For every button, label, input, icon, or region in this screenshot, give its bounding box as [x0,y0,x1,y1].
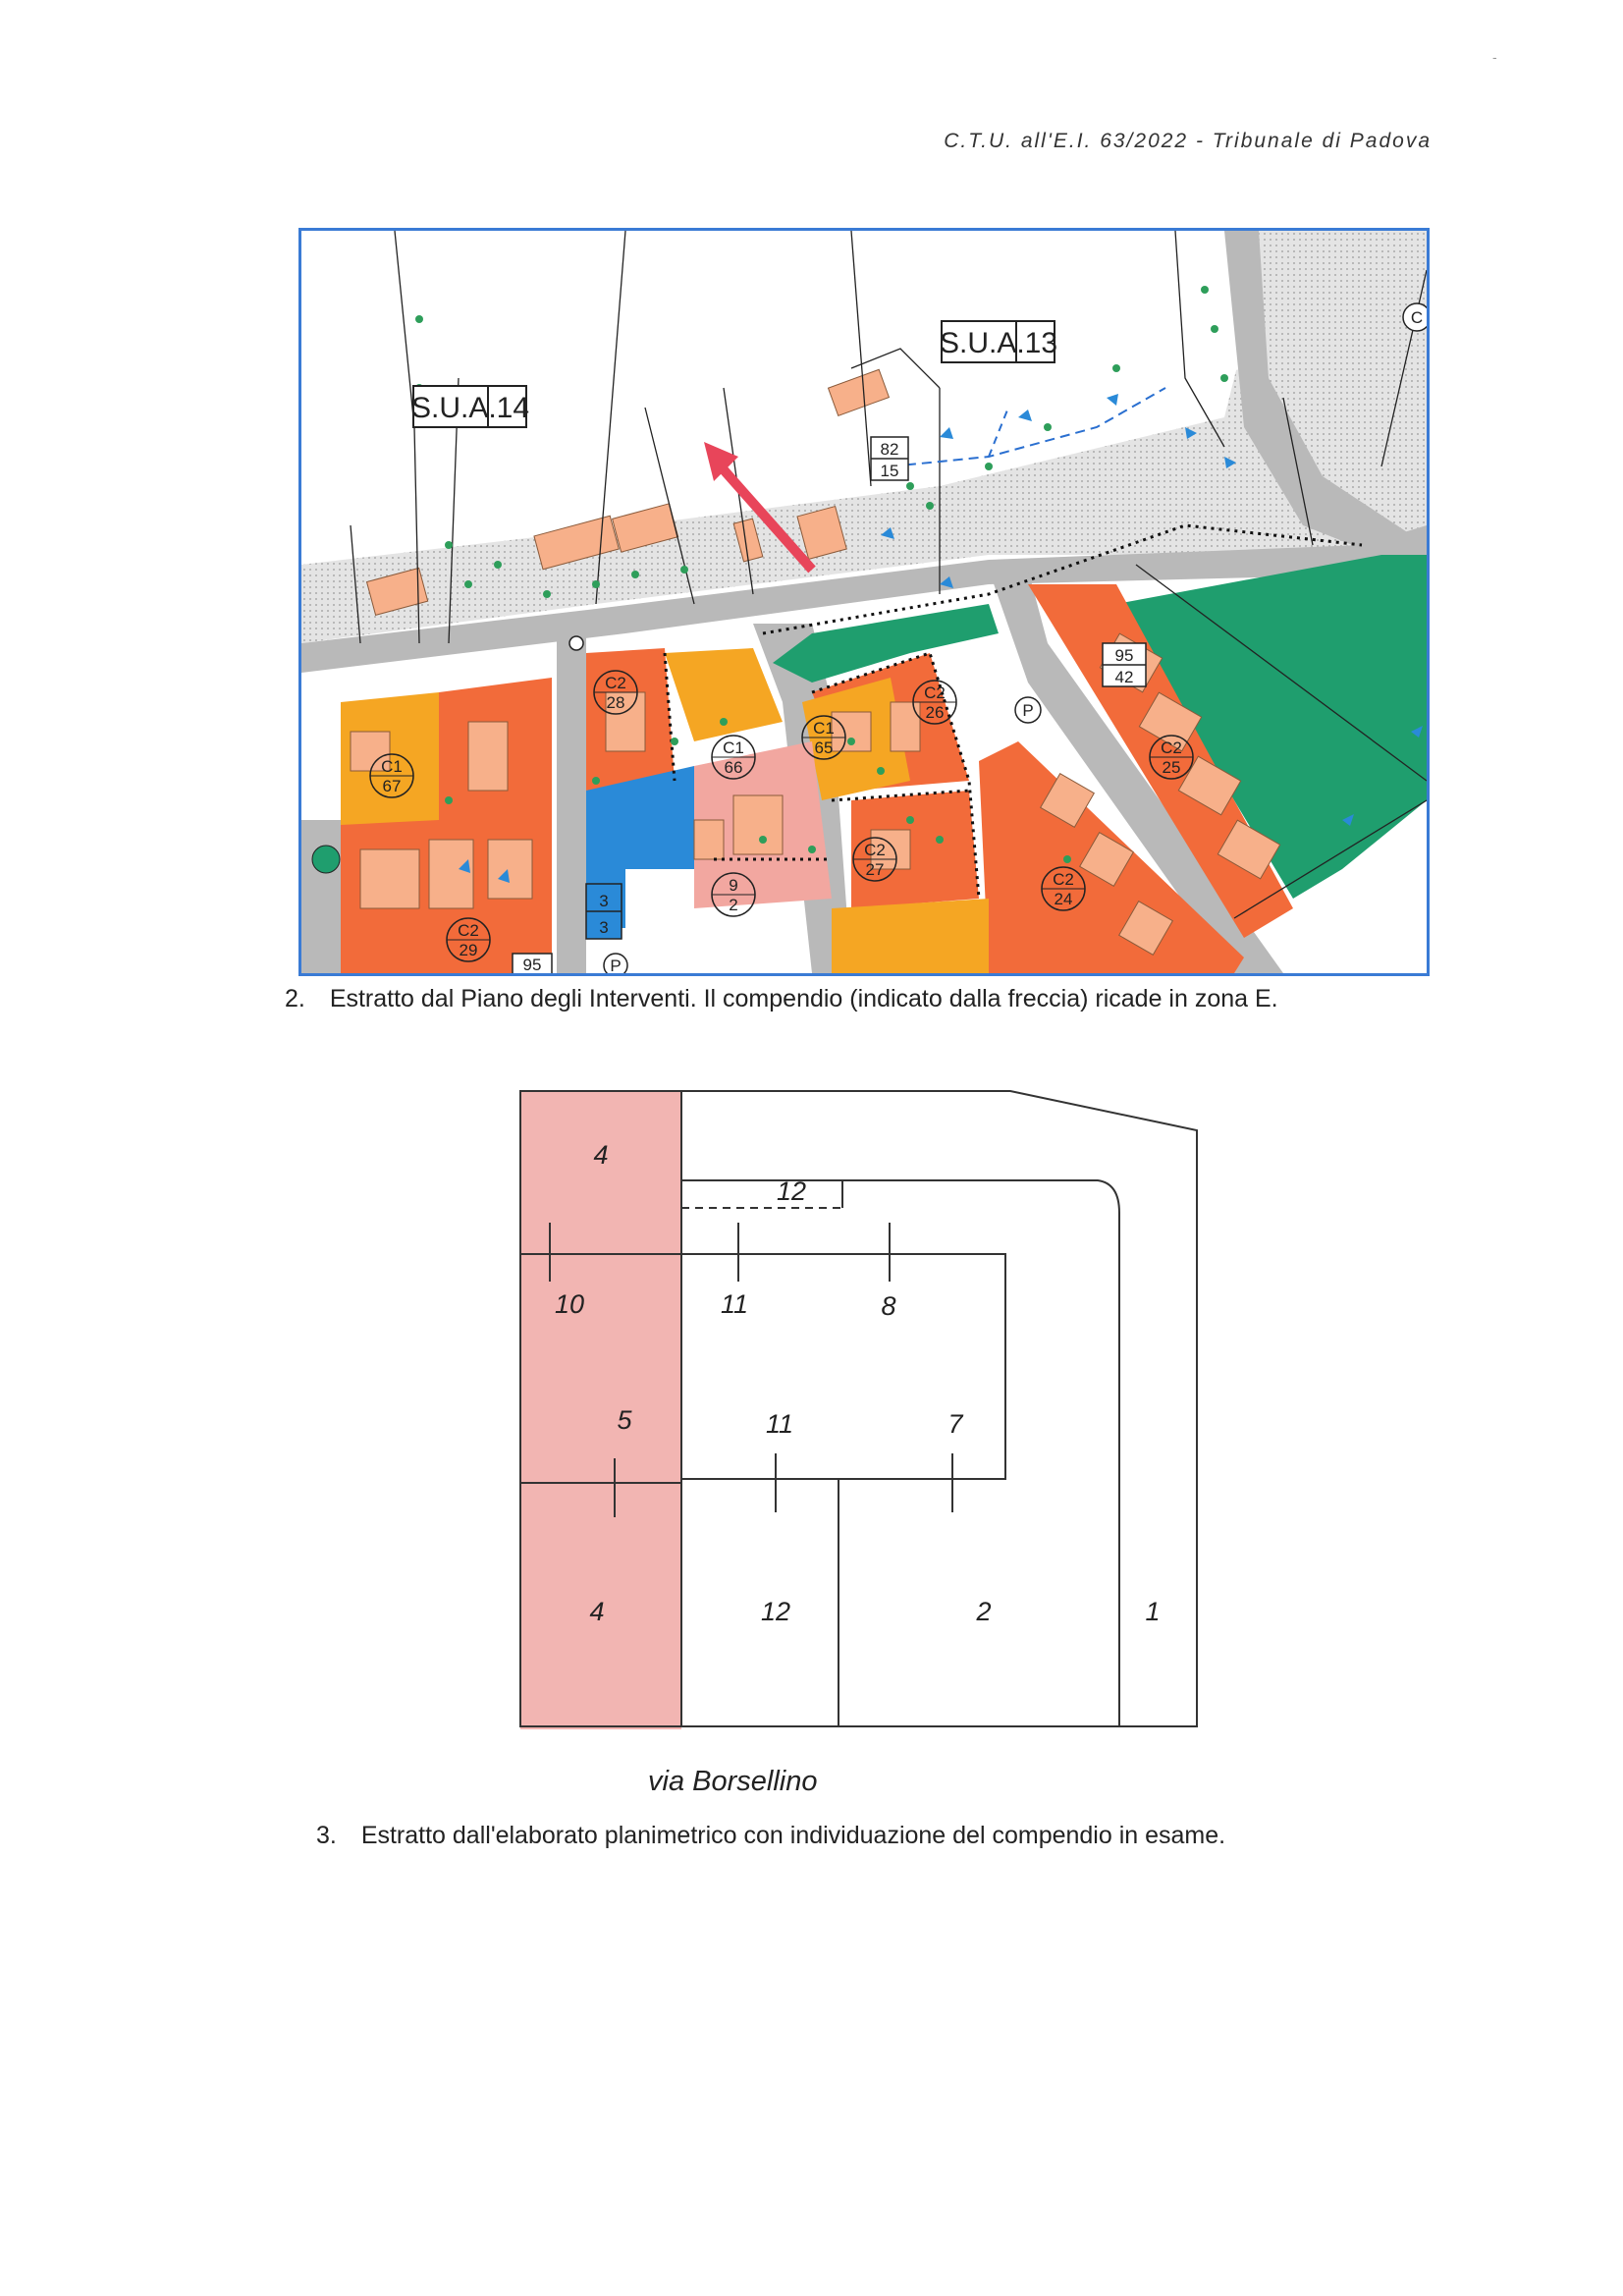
svg-text:C2: C2 [458,921,479,940]
svg-text:95: 95 [1114,646,1134,665]
parking-label [604,954,627,973]
svg-text:42: 42 [1114,668,1134,686]
label-c [1403,303,1427,331]
svg-text:26: 26 [925,703,945,722]
svg-text:S.U.A.13: S.U.A.13 [939,327,1058,359]
svg-text:9: 9 [729,876,738,895]
svg-text:82: 82 [880,440,899,459]
svg-text:2: 2 [729,896,738,914]
zone-c2-27 [853,838,896,881]
parcel-95-42 [1103,643,1146,686]
svg-text:C2: C2 [924,683,946,702]
plan-label: 11 [720,1289,749,1319]
figure3-caption-number: 3. [316,1822,337,1849]
zone-c2-29 [447,918,490,961]
parcel-3-3 [586,884,622,939]
plan-label: 5 [617,1405,632,1435]
plan-label: 8 [881,1291,896,1321]
figure2-caption-number: 2. [285,985,305,1012]
parcel-95 [513,954,552,973]
zone-c2-28 [594,671,637,714]
zone-c2-25 [1150,736,1193,779]
plan-label: 7 [947,1409,963,1439]
document-header: C.T.U. all'E.I. 63/2022 - Tribunale di Padova [944,130,1432,152]
figure2-caption-text: Estratto dal Piano degli Interventi. Il compendio (indicato dalla freccia) ricade in zona E. [329,985,1278,1012]
zoning-map [298,228,1430,976]
zone-c1-67 [370,754,413,797]
plan-label: 1 [1145,1597,1161,1626]
plan-label: 11 [765,1409,794,1439]
sua13-label [940,321,1057,362]
zone-c1-66 [712,736,755,779]
svg-text:28: 28 [606,693,625,712]
svg-text:27: 27 [865,860,885,879]
svg-text:C2: C2 [864,841,886,859]
svg-text:25: 25 [1162,758,1181,777]
svg-text:C2: C2 [1053,870,1074,889]
svg-text:3: 3 [599,918,609,937]
svg-text:29: 29 [459,941,478,959]
highlighted-unit [520,1091,681,1729]
parking-label [1015,697,1041,723]
svg-text:65: 65 [814,738,834,757]
plan-label: 12 [760,1597,791,1626]
plan-label: 4 [589,1597,605,1626]
figure2-caption [285,985,1278,1013]
svg-text:3: 3 [599,892,609,910]
zone-c2-24 [1042,867,1085,910]
svg-text:C2: C2 [1161,738,1182,757]
zone-9-2 [712,873,755,916]
svg-text:C2: C2 [605,674,626,692]
sua14-label [411,386,529,427]
zone-c1-65 [802,716,845,759]
svg-text:S.U.A.14: S.U.A.14 [410,392,530,424]
svg-text:67: 67 [382,777,402,795]
plan-label: 4 [593,1140,609,1170]
svg-text:C1: C1 [723,738,744,757]
figure3-caption-text: Estratto dall'elaborato planimetrico con individuazione del compendio in esame. [360,1822,1226,1849]
svg-text:C: C [1410,308,1424,327]
scan-mark: - [1492,49,1497,65]
svg-text:C1: C1 [813,719,835,738]
floor-plan [511,1085,1208,1738]
svg-text:C1: C1 [381,757,403,776]
svg-text:66: 66 [724,758,743,777]
svg-text:P: P [1022,701,1034,720]
plan-label: 2 [976,1597,992,1626]
zone-c2-26 [913,681,956,724]
plan-label: 10 [554,1289,585,1319]
svg-text:P: P [610,957,622,973]
svg-text:15: 15 [880,462,899,480]
parcel-82-15 [871,437,908,480]
svg-text:95: 95 [522,956,542,973]
street-name: via Borsellino [648,1766,818,1797]
svg-text:24: 24 [1054,890,1073,908]
plan-label: 12 [776,1176,807,1206]
figure3-caption [316,1822,1225,1850]
